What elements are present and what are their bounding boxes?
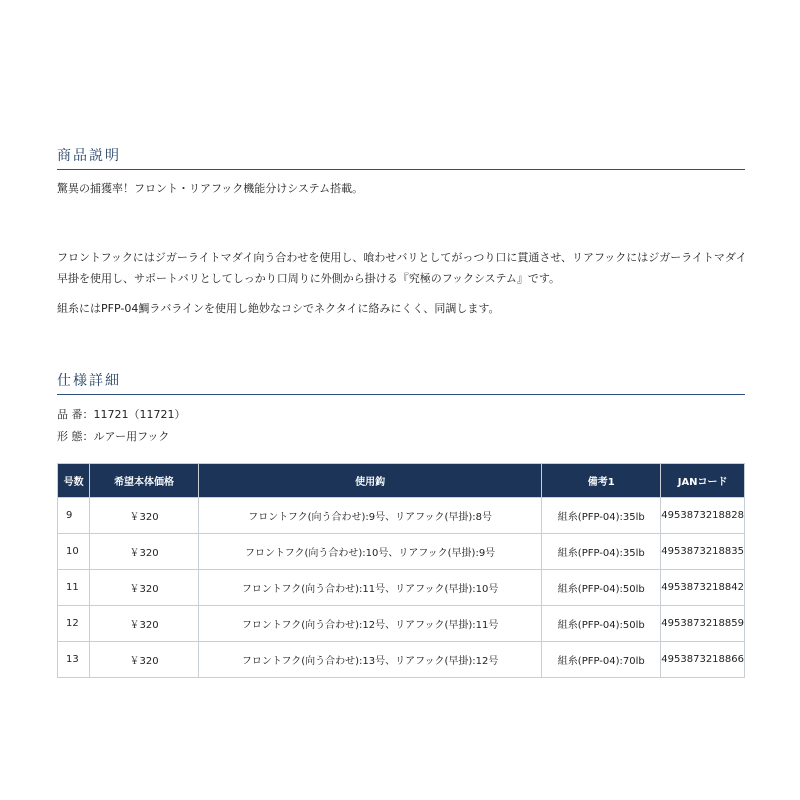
cell-note: 組糸(PFP-04):35lb: [542, 534, 661, 570]
cell-jan: 4953873218859: [661, 606, 745, 642]
cell-size: 10: [58, 534, 90, 570]
cell-hooks: フロントフク(向う合わせ):13号、リアフック(早掛):12号: [198, 642, 541, 678]
product-code: 品 番：11721（11721）: [57, 408, 186, 421]
cell-jan: 4953873218835: [661, 534, 745, 570]
header-hooks: 使用鈎: [198, 464, 541, 498]
table-row: [58, 570, 745, 606]
cell-hooks: フロントフク(向う合わせ):11号、リアフック(早掛):10号: [198, 570, 541, 606]
cell-note: 組糸(PFP-04):50lb: [542, 606, 661, 642]
cell-jan: 4953873218866: [661, 642, 745, 678]
description-paragraph-3: 組糸にはPFP-04鯛ラバラインを使用し絶妙なコシでネクタイに絡みにくく、同調します。: [57, 302, 500, 315]
cell-price: ￥320: [90, 498, 199, 534]
table-row: [58, 642, 745, 678]
header-jan: JANコード: [661, 464, 745, 498]
spec-details-heading: 仕様詳細: [57, 370, 745, 395]
cell-size: 11: [58, 570, 90, 606]
table-row: [58, 606, 745, 642]
cell-hooks: フロントフク(向う合わせ):10号、リアフック(早掛):9号: [198, 534, 541, 570]
cell-size: 12: [58, 606, 90, 642]
cell-jan: 4953873218842: [661, 570, 745, 606]
table-row: [58, 534, 745, 570]
cell-hooks: フロントフク(向う合わせ):9号、リアフック(早掛):8号: [198, 498, 541, 534]
header-note: 備考1: [542, 464, 661, 498]
cell-note: 組糸(PFP-04):50lb: [542, 570, 661, 606]
description-paragraph-2: フロントフックにはジガーライトマダイ向う合わせを使用し、喰わせバリとしてがっつり口に貫通させ、リアフックにはジガーライトマダイ早掛を使用し、サポートバリとしてしっかり口周りに外側から掛ける『究極のフックシステム』です。: [57, 251, 747, 285]
header-price: 希望本体価格: [90, 464, 199, 498]
header-size: 号数: [58, 464, 90, 498]
product-description-heading: 商品説明: [57, 145, 745, 170]
cell-note: 組糸(PFP-04):35lb: [542, 498, 661, 534]
description-paragraph-1: 驚異の捕獲率！フロント・リアフック機能分けシステム搭載。: [57, 182, 364, 195]
product-form: 形 態：ルアー用フック: [57, 430, 170, 443]
cell-price: ￥320: [90, 642, 199, 678]
cell-size: 13: [58, 642, 90, 678]
cell-hooks: フロントフク(向う合わせ):12号、リアフック(早掛):11号: [198, 606, 541, 642]
spec-table: [57, 463, 745, 678]
table-row: [58, 498, 745, 534]
spec-table-header: [58, 464, 745, 498]
cell-price: ￥320: [90, 534, 199, 570]
cell-jan: 4953873218828: [661, 498, 745, 534]
cell-price: ￥320: [90, 570, 199, 606]
cell-size: 9: [58, 498, 90, 534]
cell-note: 組糸(PFP-04):70lb: [542, 642, 661, 678]
cell-price: ￥320: [90, 606, 199, 642]
